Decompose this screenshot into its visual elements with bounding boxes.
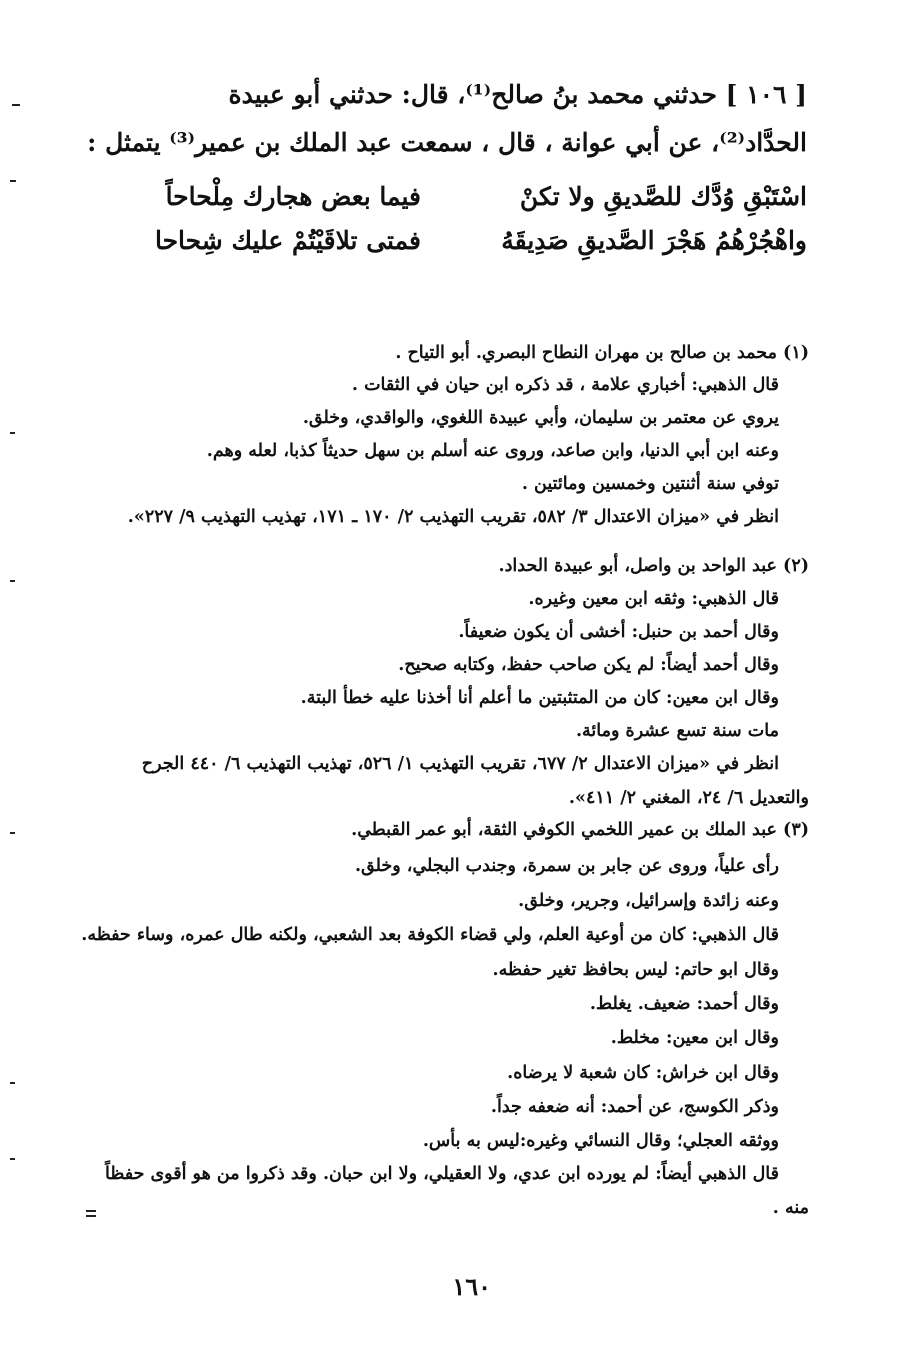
hadith-line-2: الحدَّاد⁽²⁾، عن أبي عوانة ، قال ، سمعت عبد الملك بن عمير⁽³⁾ يتمثل : <box>87 128 807 157</box>
scan-edge-mark <box>12 104 20 106</box>
footnote-3-heading: (٣) عبد الملك بن عمير اللخمي الكوفي الثقة، أبو عمر القبطي. <box>351 820 809 840</box>
footnote-2-line: وقال أحمد بن حنبل: أخشى أن يكون ضعيفاً. <box>458 622 779 642</box>
scan-edge-mark <box>86 1215 96 1217</box>
footnote-2-references: انظر في «ميزان الاعتدال ٢/ ٦٧٧، تقريب التهذيب ١/ ٥٢٦، تهذيب التهذيب ٦/ ٤٤٠ الجرح <box>141 754 779 774</box>
scan-edge-mark <box>10 180 16 182</box>
footnote-2-line: وقال أحمد أيضاً: لم يكن صاحب حفظ، وكتابه صحيح. <box>398 655 779 675</box>
footnote-1-references: انظر في «ميزان الاعتدال ٣/ ٥٨٢، تقريب التهذيب ٢/ ١٧٠ ـ ١٧١، تهذيب التهذيب ٩/ ٢٢٧». <box>127 507 779 527</box>
footnote-3-line: قال الذهبي: كان من أوعية العلم، ولي قضاء الكوفة بعد الشعبي، ولكنه طال عمره، وساء حفظه. <box>81 925 779 945</box>
verse-2-second-hemistich: فمتى تلاقَيْتُمْ عليك شِحاحا <box>154 226 421 255</box>
footnote-2-heading: (٢) عبد الواحد بن واصل، أبو عبيدة الحداد. <box>498 556 809 576</box>
scan-edge-mark <box>10 432 15 434</box>
footnote-2-references-cont: والتعديل ٦/ ٢٤، المغني ٢/ ٤١١». <box>568 788 809 808</box>
scan-edge-mark <box>86 1210 96 1212</box>
verse-1-second-hemistich: فيما بعض هجارك مِلْحاحاً <box>165 182 421 211</box>
footnote-3-line: وقال أحمد: ضعيف. يغلط. <box>589 994 779 1014</box>
scan-edge-mark <box>10 832 15 834</box>
footnote-3-line-cont: منه . <box>772 1198 809 1218</box>
hadith-line-1: [ ١٠٦ ] حدثني محمد بنُ صالح⁽¹⁾، قال: حدثني أبو عبيدة <box>228 80 807 109</box>
scan-edge-mark <box>10 1158 15 1160</box>
verse-2-first-hemistich: واهْجُرْهُمُ هَجْرَ الصَّديقِ صَدِيقَهُ <box>501 226 807 255</box>
footnote-1-heading: (١) محمد بن صالح بن مهران النطاح البصري. أبو التياح . <box>395 343 809 363</box>
footnote-3-line: وقال ابو حاتم: ليس بحافظ تغير حفظه. <box>492 960 779 980</box>
footnote-3-line: وذكر الكوسج، عن أحمد: أنه ضعفه جداً. <box>490 1097 779 1117</box>
footnote-3-line: وقال ابن خراش: كان شعبة لا يرضاه. <box>507 1063 779 1083</box>
footnote-1-line: قال الذهبي: أخباري علامة ، قد ذكره ابن حيان في الثقات . <box>351 375 779 395</box>
page-number: ١٦٠ <box>452 1272 491 1301</box>
footnote-3-line: قال الذهبي أيضاً: لم يورده ابن عدي، ولا العقيلي، ولا ابن حبان. وقد ذكروا من هو أقوى حفظاً <box>105 1164 779 1184</box>
footnote-1-line: توفي سنة أثنتين وخمسين ومائتين . <box>521 474 779 494</box>
footnote-3-line: وقال ابن معين: مخلط. <box>610 1028 779 1048</box>
verse-1-first-hemistich: اسْتَبْقِ وُدَّك للصَّديقِ ولا تكنْ <box>519 182 807 211</box>
footnote-1-line: وعنه ابن أبي الدنيا، وابن صاعد، وروى عنه أسلم بن سهل حديثاً كذبا، لعله وهم. <box>206 441 779 461</box>
footnote-3-line: ووثقه العجلي؛ وقال النسائي وغيره:ليس به بأس. <box>422 1131 779 1151</box>
scan-edge-mark <box>10 1082 15 1084</box>
footnote-2-line: مات سنة تسع عشرة ومائة. <box>575 721 779 741</box>
footnote-2-line: قال الذهبي: وثقه ابن معين وغيره. <box>528 589 779 609</box>
footnote-3-line: وعنه زائدة وإسرائيل، وجرير، وخلق. <box>518 891 779 911</box>
footnote-2-line: وقال ابن معين: كان من المتثبتين ما أعلم أنا أخذنا عليه خطأ البتة. <box>300 688 779 708</box>
footnote-1-line: يروي عن معتمر بن سليمان، وأبي عبيدة اللغوي، والواقدي، وخلق. <box>302 408 779 428</box>
footnote-3-line: رأى علياً، وروى عن جابر بن سمرة، وجندب البجلي، وخلق. <box>354 856 779 876</box>
scan-edge-mark <box>10 580 15 582</box>
